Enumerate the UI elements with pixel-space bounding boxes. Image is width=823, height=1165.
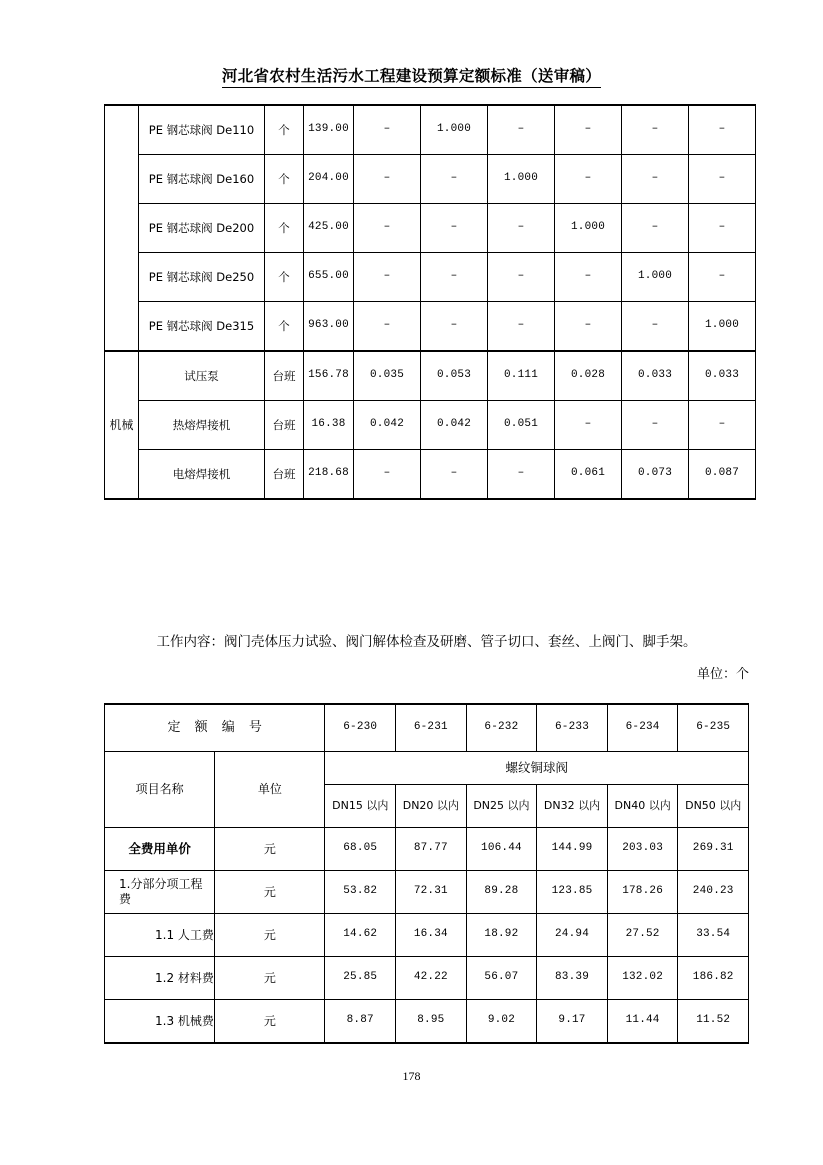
item-value: – bbox=[488, 105, 555, 155]
item-value: 1.000 bbox=[689, 302, 756, 352]
item-value: 0.111 bbox=[488, 351, 555, 401]
item-value: – bbox=[421, 155, 488, 204]
item-value: 0.035 bbox=[354, 351, 421, 401]
item-value: 0.073 bbox=[622, 450, 689, 500]
quota-code: 6-233 bbox=[537, 704, 608, 752]
cost-value: 68.05 bbox=[325, 828, 396, 871]
cost-value: 24.94 bbox=[537, 914, 608, 957]
cost-value: 203.03 bbox=[607, 828, 678, 871]
cost-row-unit: 元 bbox=[215, 828, 325, 871]
table-row bbox=[105, 302, 756, 352]
quota-code: 6-234 bbox=[607, 704, 678, 752]
item-value: 1.000 bbox=[421, 105, 488, 155]
item-value: 0.042 bbox=[354, 401, 421, 450]
item-value: – bbox=[689, 105, 756, 155]
item-unit: 台班 bbox=[265, 351, 304, 401]
table-header-row-group bbox=[105, 752, 749, 785]
page-title bbox=[0, 64, 823, 86]
cost-value: 123.85 bbox=[537, 871, 608, 914]
item-name: 试压泵 bbox=[139, 351, 265, 401]
item-unit: 个 bbox=[265, 253, 304, 302]
spec-header: DN20 以内 bbox=[396, 785, 467, 828]
quota-code-header: 定 额 编 号 bbox=[105, 704, 325, 752]
item-value: – bbox=[555, 253, 622, 302]
item-value: – bbox=[689, 401, 756, 450]
cost-value: 33.54 bbox=[678, 914, 749, 957]
table-row bbox=[105, 401, 756, 450]
cost-value: 9.17 bbox=[537, 1000, 608, 1044]
item-value: – bbox=[354, 302, 421, 352]
item-value: 0.028 bbox=[555, 351, 622, 401]
table-header-row-code bbox=[105, 704, 749, 752]
item-value: – bbox=[555, 401, 622, 450]
item-value: 0.053 bbox=[421, 351, 488, 401]
item-price: 218.68 bbox=[304, 450, 354, 500]
table-row bbox=[105, 450, 756, 500]
item-value: – bbox=[488, 302, 555, 352]
valve-group-header: 螺纹铜球阀 bbox=[325, 752, 749, 785]
item-price: 156.78 bbox=[304, 351, 354, 401]
item-value: – bbox=[421, 204, 488, 253]
cost-value: 83.39 bbox=[537, 957, 608, 1000]
cost-value: 11.52 bbox=[678, 1000, 749, 1044]
cost-value: 53.82 bbox=[325, 871, 396, 914]
item-value: – bbox=[354, 155, 421, 204]
cost-value: 186.82 bbox=[678, 957, 749, 1000]
item-value: 0.042 bbox=[421, 401, 488, 450]
unit-header: 单位 bbox=[215, 752, 325, 828]
item-value: 1.000 bbox=[622, 253, 689, 302]
item-value: – bbox=[421, 253, 488, 302]
item-name: PE 钢芯球阀 De200 bbox=[139, 204, 265, 253]
item-value: – bbox=[555, 105, 622, 155]
cost-value: 89.28 bbox=[466, 871, 537, 914]
cost-value: 132.02 bbox=[607, 957, 678, 1000]
item-value: – bbox=[421, 450, 488, 500]
item-unit: 个 bbox=[265, 105, 304, 155]
table-row bbox=[105, 957, 749, 1000]
item-name: 电熔焊接机 bbox=[139, 450, 265, 500]
work-content-text: 工作内容：阀门壳体压力试验、阀门解体检查及研磨、管子切口、套丝、上阀门、脚手架。 bbox=[156, 634, 697, 650]
item-name: PE 钢芯球阀 De110 bbox=[139, 105, 265, 155]
item-price: 139.00 bbox=[304, 105, 354, 155]
item-price: 425.00 bbox=[304, 204, 354, 253]
cost-value: 8.95 bbox=[396, 1000, 467, 1044]
item-value: – bbox=[689, 253, 756, 302]
cost-value: 27.52 bbox=[607, 914, 678, 957]
item-value: 1.000 bbox=[555, 204, 622, 253]
cost-value: 269.31 bbox=[678, 828, 749, 871]
cost-value: 9.02 bbox=[466, 1000, 537, 1044]
table-row bbox=[105, 204, 756, 253]
cost-value: 25.85 bbox=[325, 957, 396, 1000]
item-value: – bbox=[488, 450, 555, 500]
item-value: – bbox=[622, 105, 689, 155]
item-price: 204.00 bbox=[304, 155, 354, 204]
cost-value: 87.77 bbox=[396, 828, 467, 871]
item-unit: 台班 bbox=[265, 401, 304, 450]
quota-cost-table bbox=[104, 703, 749, 1044]
item-value: – bbox=[354, 450, 421, 500]
cost-row-label: 全费用单价 bbox=[105, 828, 215, 871]
table-row bbox=[105, 828, 749, 871]
cost-row-unit: 元 bbox=[215, 914, 325, 957]
table-row bbox=[105, 871, 749, 914]
table-row bbox=[105, 1000, 749, 1044]
cost-value: 18.92 bbox=[466, 914, 537, 957]
item-unit: 个 bbox=[265, 155, 304, 204]
cost-value: 240.23 bbox=[678, 871, 749, 914]
cost-value: 72.31 bbox=[396, 871, 467, 914]
item-name: PE 钢芯球阀 De315 bbox=[139, 302, 265, 352]
item-value: – bbox=[488, 253, 555, 302]
item-name: 热熔焊接机 bbox=[139, 401, 265, 450]
table-row bbox=[105, 155, 756, 204]
table-row bbox=[105, 914, 749, 957]
item-value: – bbox=[421, 302, 488, 352]
cost-row-label: 1.分部分项工程费 bbox=[105, 871, 215, 914]
spec-header: DN15 以内 bbox=[325, 785, 396, 828]
category-cell-materials bbox=[105, 105, 139, 351]
quota-code: 6-230 bbox=[325, 704, 396, 752]
cost-value: 144.99 bbox=[537, 828, 608, 871]
item-value: – bbox=[622, 155, 689, 204]
item-name: PE 钢芯球阀 De250 bbox=[139, 253, 265, 302]
cost-row-label: 1.3 机械费 bbox=[105, 1000, 215, 1044]
quota-code: 6-235 bbox=[678, 704, 749, 752]
spec-header: DN40 以内 bbox=[607, 785, 678, 828]
item-value: – bbox=[354, 253, 421, 302]
materials-consumption-table bbox=[104, 104, 756, 500]
cost-value: 42.22 bbox=[396, 957, 467, 1000]
cost-value: 178.26 bbox=[607, 871, 678, 914]
spec-header: DN32 以内 bbox=[537, 785, 608, 828]
table-row bbox=[105, 105, 756, 155]
item-unit: 个 bbox=[265, 204, 304, 253]
table-row bbox=[105, 351, 756, 401]
item-value: – bbox=[689, 155, 756, 204]
item-value: 0.051 bbox=[488, 401, 555, 450]
cost-row-label: 1.2 材料费 bbox=[105, 957, 215, 1000]
spec-header: DN25 以内 bbox=[466, 785, 537, 828]
item-value: – bbox=[555, 155, 622, 204]
item-name: PE 钢芯球阀 De160 bbox=[139, 155, 265, 204]
cost-row-unit: 元 bbox=[215, 957, 325, 1000]
item-price: 16.38 bbox=[304, 401, 354, 450]
item-value: 0.033 bbox=[622, 351, 689, 401]
item-price: 963.00 bbox=[304, 302, 354, 352]
item-value: – bbox=[622, 401, 689, 450]
cost-row-label: 1.1 人工费 bbox=[105, 914, 215, 957]
item-value: – bbox=[689, 204, 756, 253]
project-name-header: 项目名称 bbox=[105, 752, 215, 828]
item-price: 655.00 bbox=[304, 253, 354, 302]
cost-value: 11.44 bbox=[607, 1000, 678, 1044]
quota-code: 6-231 bbox=[396, 704, 467, 752]
cost-value: 56.07 bbox=[466, 957, 537, 1000]
item-value: – bbox=[354, 204, 421, 253]
table-row bbox=[105, 253, 756, 302]
quota-code: 6-232 bbox=[466, 704, 537, 752]
spec-header: DN50 以内 bbox=[678, 785, 749, 828]
cost-value: 8.87 bbox=[325, 1000, 396, 1044]
item-value: 0.033 bbox=[689, 351, 756, 401]
item-value: – bbox=[622, 302, 689, 352]
item-value: 1.000 bbox=[488, 155, 555, 204]
page-number: 178 bbox=[402, 1069, 421, 1083]
item-value: – bbox=[354, 105, 421, 155]
cost-row-unit: 元 bbox=[215, 871, 325, 914]
item-value: – bbox=[555, 302, 622, 352]
unit-note: 单位：个 bbox=[696, 667, 749, 682]
cost-row-unit: 元 bbox=[215, 1000, 325, 1044]
cost-value: 14.62 bbox=[325, 914, 396, 957]
category-cell-machinery: 机械 bbox=[105, 351, 139, 499]
item-value: – bbox=[488, 204, 555, 253]
item-unit: 个 bbox=[265, 302, 304, 352]
cost-value: 106.44 bbox=[466, 828, 537, 871]
item-value: 0.061 bbox=[555, 450, 622, 500]
item-unit: 台班 bbox=[265, 450, 304, 500]
item-value: 0.087 bbox=[689, 450, 756, 500]
cost-value: 16.34 bbox=[396, 914, 467, 957]
page-title-text: 河北省农村生活污水工程建设预算定额标准（送审稿） bbox=[222, 67, 601, 88]
item-value: – bbox=[622, 204, 689, 253]
